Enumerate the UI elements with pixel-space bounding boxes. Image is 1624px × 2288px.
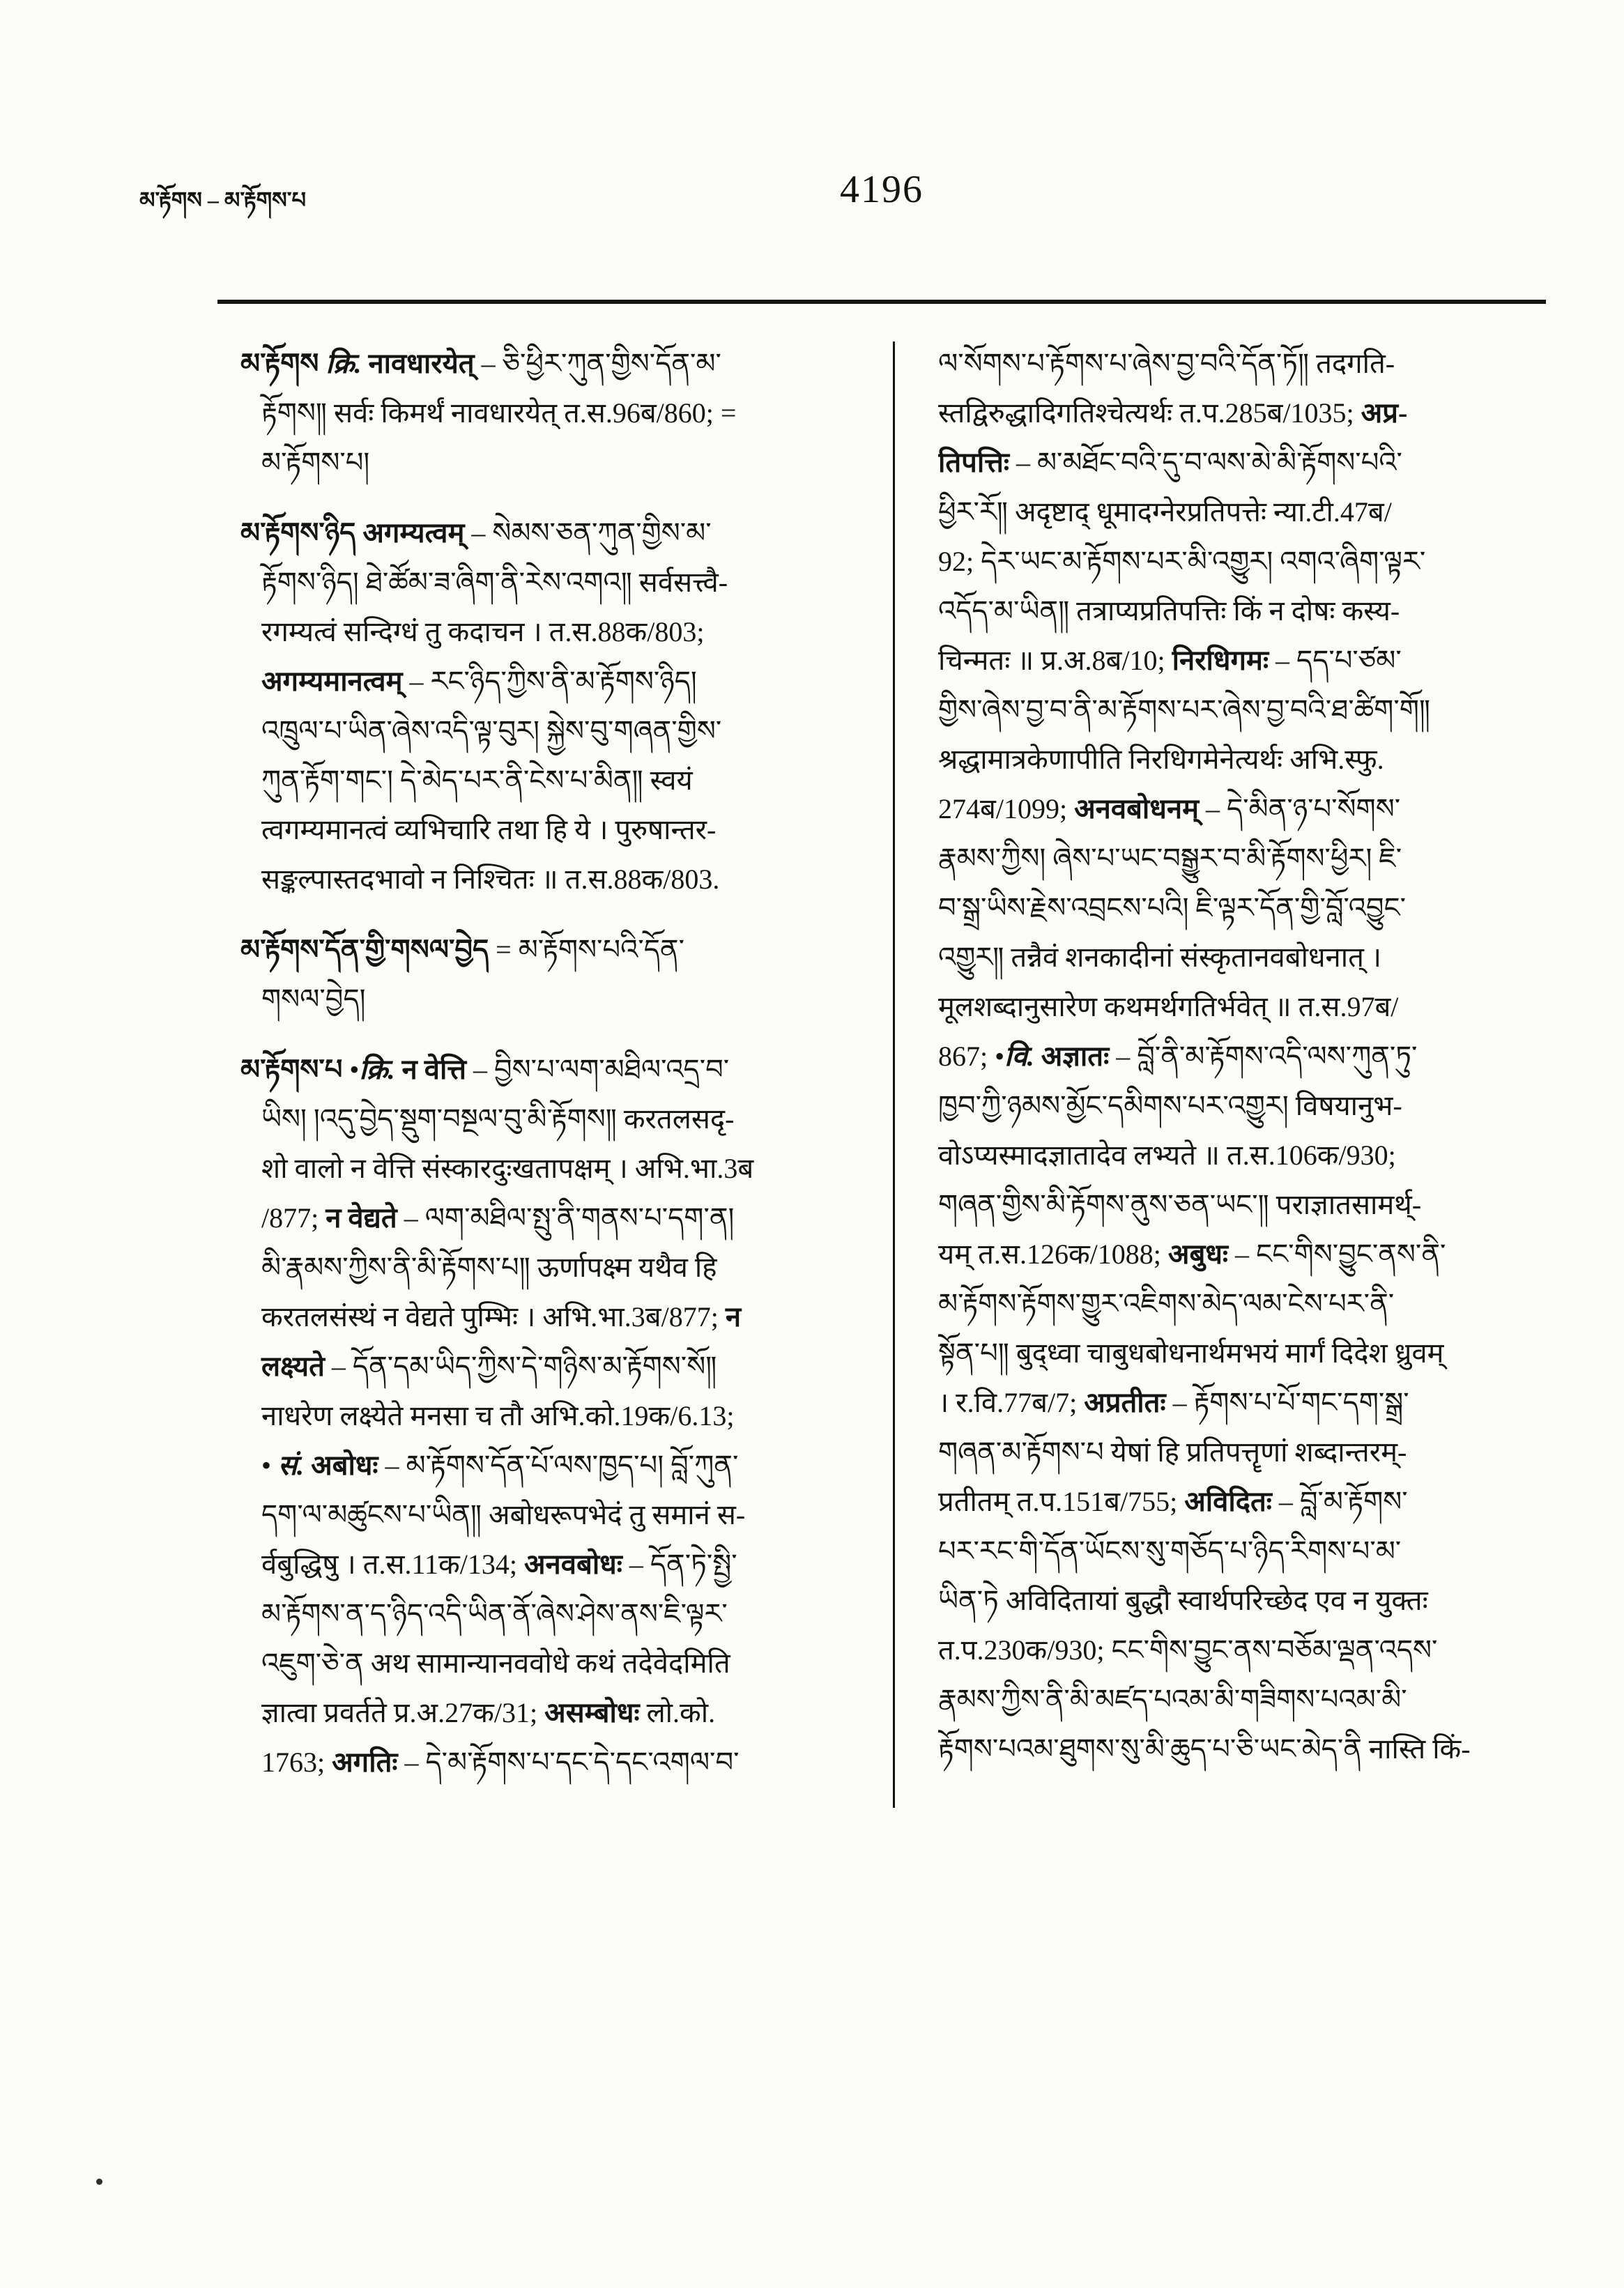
right-column: [938, 339, 1547, 1808]
text-segment: – དེ་མ་རྟོགས་པ་དང་དེ་དང་འགལ་བ་: [397, 1746, 740, 1778]
text-line: [240, 1144, 850, 1193]
text-segment: वोऽप्यस्मादज्ञातादेव लभ्यते ॥ त.स.106क/930;: [938, 1139, 1396, 1171]
text-line: [240, 339, 850, 388]
text-segment: དག་ལ་མཚུངས་པ་ཡིན༎ अबोधरूपभेदं तु समानं स-: [261, 1499, 746, 1530]
text-segment: གཞན་གྱིས་མི་རྟོགས་ནུས་ཅན་ཡང་༎ पराज्ञातसामर्थ्-: [938, 1189, 1422, 1220]
text-line: [938, 982, 1547, 1031]
left-column: [240, 339, 850, 1808]
scan-artifact-dot: [96, 2179, 102, 2185]
text-segment: करतलसंस्थं न वेद्यते पुम्भिः । अभि.भा.3ब/877;: [261, 1301, 726, 1333]
text-segment: པར་རང་གི་དོན་ཡོངས་སུ་གཅོད་པ་ཉིད་རིགས་པ་མ་: [938, 1535, 1402, 1567]
text-segment: र्वबुद्धिषु । त.स.11क/134;: [261, 1549, 524, 1580]
text-segment: निरधिगमः: [1172, 645, 1269, 676]
text-line: [938, 1180, 1547, 1229]
text-segment: – དད་པ་ཙམ་: [1269, 645, 1402, 676]
text-segment: རྟོགས༎ सर्वः किमर्थं नावधारयेत् त.स.96ब/860; =: [261, 397, 737, 429]
text-segment: 1763;: [261, 1746, 332, 1778]
text-segment: रगम्यत्वं सन्दिग्धं तु कदाचन । त.स.88क/803;: [261, 616, 705, 647]
text-line: [938, 1625, 1547, 1675]
text-segment: – མ་མཐོང་བའི་དུ་བ་ལས་མེ་མི་རྟོགས་པའི་: [1009, 447, 1402, 478]
text-segment: असम्बोधः: [544, 1697, 640, 1728]
text-segment: མ་རྟོགས་དོན་གྱི་གསལ་བྱེད: [240, 934, 489, 965]
text-line: [240, 1490, 850, 1540]
text-line: [240, 706, 850, 755]
text-line: [938, 685, 1547, 735]
text-line: [938, 1081, 1547, 1130]
text-line: [938, 1427, 1547, 1477]
text-segment: अगतिः: [332, 1746, 398, 1778]
text-segment: – ཅི་ཕྱིར་ཀུན་གྱིས་དོན་མ་: [474, 348, 721, 379]
dictionary-entry: [240, 925, 850, 1024]
text-line: [938, 932, 1547, 982]
text-line: [240, 925, 850, 974]
text-segment: གསལ་བྱེད།: [261, 983, 366, 1015]
text-segment: तिपत्तिः: [938, 447, 1009, 478]
text-segment: འཇུག་ཅེ་ན अथ सामान्यानववोधे कथं तदेवेदमिति: [261, 1648, 730, 1679]
text-segment: རྟོགས་ཉིད། ཐེ་ཚོམ་ཟ་ཞིག་ནི་རེས་འགའ༎ सर्वसत्त्वै-: [261, 567, 728, 598]
text-line: [240, 1391, 850, 1441]
text-segment: श्रद्धामात्रकेणापीति निरधिगमेनेत्यर्थः अभि.स्फु.: [938, 744, 1384, 775]
text-line: [240, 388, 850, 438]
running-head: མ་རྟོགས – མ་རྟོགས་པ: [139, 187, 307, 213]
text-line: [240, 1342, 850, 1391]
text-line: [938, 1328, 1547, 1378]
text-line: [938, 1378, 1547, 1427]
text-columns: [240, 339, 1549, 1808]
text-line: [240, 974, 850, 1024]
text-segment: अगम्यत्वम्: [362, 517, 465, 548]
text-segment: ཁྱབ་ཀྱི་ཉམས་མྱོང་དམིགས་པར་འགྱུར། विषयानुभ-: [938, 1090, 1402, 1121]
header-rule: [217, 300, 1546, 304]
text-line: [240, 607, 850, 657]
text-segment: གྱིས་ཞེས་བྱ་བ་ནི་མ་རྟོགས་པར་ཞེས་བྱ་བའི་ཐ་ཚིག་གོ༎: [938, 694, 1430, 725]
text-segment: अबोधः: [311, 1450, 378, 1481]
text-segment: – རང་ཉིད་ཀྱིས་ནི་མ་རྟོགས་ཉིད།: [402, 666, 697, 697]
text-line: [938, 487, 1547, 537]
text-segment: अविदितः: [1184, 1486, 1272, 1517]
text-line: [240, 508, 850, 558]
text-line: [938, 1279, 1547, 1328]
text-line: [240, 1292, 850, 1342]
dictionary-entry: [240, 508, 850, 904]
text-segment: 274ब/1099;: [938, 793, 1075, 824]
text-segment: लक्ष्यते: [261, 1351, 325, 1382]
text-line: [938, 1724, 1547, 1774]
text-segment: अनवबोधनम्: [1074, 793, 1199, 824]
text-line: [938, 1576, 1547, 1625]
text-segment: ཀུན་རྟོག་གང་། དེ་མེད་པར་ནི་ངེས་པ་མིན༎ स्वयं: [261, 765, 693, 796]
text-segment: མ་རྟོགས་ན་ད་ཉིད་འདི་ཡིན་ནོ་ཞེས་ཤེས་ནས་ཇི་ལྟར་: [261, 1598, 728, 1629]
text-line: [240, 1243, 850, 1292]
text-segment: འགྱུར༎ तन्नैवं शनकादीनां संस्कृतानवबोधनात् ।: [938, 942, 1382, 973]
text-segment: – ལག་མཐིལ་སྤུ་ནི་གནས་པ་དག་ན།: [397, 1202, 735, 1234]
text-segment: – དེ་མིན་ཉ་པ་སོགས་: [1199, 793, 1401, 824]
text-segment: त्वगम्यमानत्वं व्यभिचारि तथा हि ये । पुरुषान्तर-: [261, 814, 717, 845]
text-segment: अनवबोधः: [523, 1549, 622, 1580]
text-line: [938, 834, 1547, 883]
text-segment: मूलशब्दानुसारेण कथमर्थगतिर्भवेत् ॥ त.स.97ब/: [938, 991, 1399, 1022]
text-segment: རྣམས་ཀྱིས། ཞེས་པ་ཡང་བསྒྱུར་བ་མི་རྟོགས་ཕྱིར། ཇི་: [938, 843, 1402, 874]
text-segment: མི་རྣམས་ཀྱིས་ནི་མི་རྟོགས་པ༎ ऊर्णापक्ष्म यथैव हि: [261, 1252, 717, 1283]
dictionary-entry: [240, 339, 850, 487]
text-segment: – བྱིས་པ་ལག་མཐིལ་འདྲ་བ་: [466, 1054, 730, 1085]
text-segment: न वेद्यते: [325, 1202, 397, 1234]
text-line: [240, 1094, 850, 1144]
text-line: [240, 1045, 850, 1094]
text-line: [938, 1130, 1547, 1180]
text-segment: •: [342, 1054, 360, 1085]
text-segment: [361, 348, 368, 379]
text-segment: བ་སྒྲ་ཡིས་རྗེས་འབྲངས་པའི། ཇི་ལྟར་དོན་གྱི་བློ་འབྱུང་: [938, 892, 1406, 923]
text-segment: [319, 348, 325, 379]
text-segment: – མ་རྟོགས་དོན་པོ་ལས་ཁྱད་པ། བློ་ཀུན་: [378, 1450, 739, 1481]
text-segment: འདོད་མ་ཡིན༎ तत्राप्यप्रतिपत्तिः किं न दोषः कस्य-: [938, 595, 1400, 627]
text-line: [938, 1031, 1547, 1081]
text-segment: [1034, 1041, 1041, 1072]
column-continuation: [938, 339, 1547, 1774]
column-divider: [893, 341, 895, 1808]
text-segment: क्रि.: [359, 1054, 395, 1085]
text-segment: अप्र-: [1361, 397, 1408, 429]
text-segment: •: [261, 1450, 279, 1481]
text-line: [240, 438, 850, 487]
text-segment: अबुधः: [1167, 1238, 1229, 1270]
text-segment: शो वालो न वेत्ति संस्कारदुःखतापक्षम् । अभि.भा.3ब: [261, 1153, 754, 1184]
text-segment: नावधारयेत्: [368, 348, 475, 379]
text-line: [240, 1737, 850, 1787]
text-segment: – དོན་དམ་ཡིད་ཀྱིས་དེ་གཉིས་མ་རྟོགས་སོ༎: [324, 1351, 717, 1382]
text-segment: མ་རྟོགས: [240, 348, 319, 379]
text-line: [240, 657, 850, 706]
text-line: [938, 438, 1547, 487]
text-line: [938, 735, 1547, 784]
text-line: [938, 1526, 1547, 1576]
text-segment: སྟོན་པ༎ बुद्ध्वा चाबुधबोधनार्थमभयं मार्गं दिदेश ध्रुवम्: [938, 1337, 1444, 1369]
text-segment: – དོན་ཏེ་སྤྱི་: [622, 1549, 737, 1580]
text-segment: – བློ་མ་རྟོགས་: [1271, 1486, 1408, 1517]
text-line: [240, 755, 850, 805]
text-line: [938, 636, 1547, 685]
page-number: 4196: [840, 168, 924, 211]
text-line: [240, 1589, 850, 1638]
text-segment: མ་རྟོགས་པ: [240, 1054, 343, 1085]
text-segment: /877;: [261, 1202, 326, 1234]
text-line: [938, 1477, 1547, 1526]
text-segment: अज्ञातः: [1041, 1041, 1110, 1072]
text-segment: सं.: [278, 1450, 305, 1481]
text-segment: अप्रतीतः: [1084, 1387, 1166, 1418]
text-segment: न: [725, 1301, 742, 1333]
text-line: [938, 586, 1547, 636]
text-segment: = མ་རྟོགས་པའི་དོན་: [489, 934, 684, 965]
text-line: [938, 784, 1547, 834]
text-line: [938, 883, 1547, 932]
text-segment: क्रि.: [325, 348, 362, 379]
text-segment: མ་རྟོགས་ཉིད: [240, 517, 356, 548]
text-segment: स्तद्विरुद्धादिगतिश्चेत्यर्थः त.प.285ब/1035;: [938, 397, 1361, 429]
text-line: [938, 388, 1547, 438]
text-segment: यम् त.स.126क/1088;: [938, 1238, 1168, 1270]
text-segment: – བློ་ནི་མ་རྟོགས་འདི་ལས་ཀུན་ཏུ་: [1109, 1041, 1418, 1072]
text-segment: ཡིས། །འདུ་བྱེད་སྡུག་བསྔལ་བུ་མི་རྟོགས༎ करतलसदृ-: [261, 1103, 735, 1135]
text-segment: རྟོགས་པའམ་ཐུགས་སུ་མི་ཆུད་པ་ཅི་ཡང་མེད་ནི नास्ति किं-: [938, 1733, 1471, 1765]
text-segment: प्रतीतम् त.प.151ब/755;: [938, 1486, 1185, 1517]
text-segment: अगम्यमानत्वम्: [261, 666, 403, 697]
text-segment: 867; •: [938, 1041, 1005, 1072]
text-segment: – སེམས་ཅན་ཀུན་གྱིས་མ་: [464, 517, 712, 548]
text-segment: चिन्मतः ॥ प्र.अ.8ब/10;: [938, 645, 1172, 676]
text-segment: ལ་སོགས་པ་རྟོགས་པ་ཞེས་བྱ་བའི་དོན་ཏོ༎ तदगति-: [938, 348, 1395, 379]
text-line: [240, 1540, 850, 1589]
text-segment: लो.को.: [639, 1697, 716, 1728]
text-segment: ཕྱིར་རོ༎ अदृष्टाद् धूमादग्नेरप्रतिपत्तेः न्या.टी.47ब/: [938, 496, 1392, 528]
text-segment: [304, 1450, 311, 1481]
text-segment: – ངང་གིས་བྱུང་ནས་ནི་: [1228, 1238, 1446, 1270]
text-segment: त.प.230क/930; ངང་གིས་བྱུང་ནས་བཅོམ་ལྡན་འདས་: [938, 1634, 1438, 1666]
text-segment: 92; དེར་ཡང་མ་རྟོགས་པར་མི་འགྱུར། འགའ་ཞིག་ལྟར་: [938, 546, 1426, 577]
text-line: [938, 339, 1547, 388]
text-segment: རྣམས་ཀྱིས་ནི་མི་མཛད་པའམ་མི་གཟིགས་པའམ་མི་: [938, 1684, 1407, 1715]
text-line: [240, 1441, 850, 1490]
text-segment: । र.वि.77ब/7;: [938, 1387, 1085, 1418]
text-segment: མ་རྟོགས་རྟོགས་གྱུར་འཇིགས་མེད་ལམ་ངེས་པར་ནི་: [938, 1288, 1395, 1319]
text-segment: གཞན་མ་རྟོགས་པ येषां हि प्रतिपत्तॄणां शब्दान्तरम्-: [938, 1436, 1407, 1468]
text-segment: [395, 1054, 402, 1085]
text-line: [938, 1229, 1547, 1279]
text-segment: वि.: [1004, 1041, 1034, 1072]
text-segment: འཁྲུལ་པ་ཡིན་ཞེས་འདི་ལྟ་བུར། སྐྱེས་བུ་གཞན་གྱིས་: [261, 715, 722, 746]
text-segment: सङ्कल्पास्तदभावो न निश्चितः ॥ त.स.88क/803.: [261, 863, 720, 895]
text-line: [240, 1688, 850, 1737]
text-segment: མ་རྟོགས་པ།: [261, 447, 370, 478]
text-line: [240, 558, 850, 607]
text-segment: ཡིན་ཏེ अविदितायां बुद्धौ स्वार्थपरिच्छेद एव न युक्तः: [938, 1585, 1428, 1616]
text-segment: नाधरेण लक्ष्येते मनसा च तौ अभि.को.19क/6.13;: [261, 1400, 735, 1431]
text-segment: ज्ञात्वा प्रवर्तते प्र.अ.27क/31;: [261, 1697, 545, 1728]
text-segment: न वेत्ति: [401, 1054, 466, 1085]
text-line: [240, 805, 850, 854]
text-line: [938, 537, 1547, 586]
dictionary-entry: [240, 1045, 850, 1787]
text-segment: – རྟོགས་པ་པོ་གང་དག་སྒྲ་: [1165, 1387, 1409, 1418]
text-line: [240, 854, 850, 904]
text-line: [240, 1193, 850, 1243]
text-line: [938, 1675, 1547, 1724]
text-segment: [355, 517, 362, 548]
text-line: [240, 1638, 850, 1688]
